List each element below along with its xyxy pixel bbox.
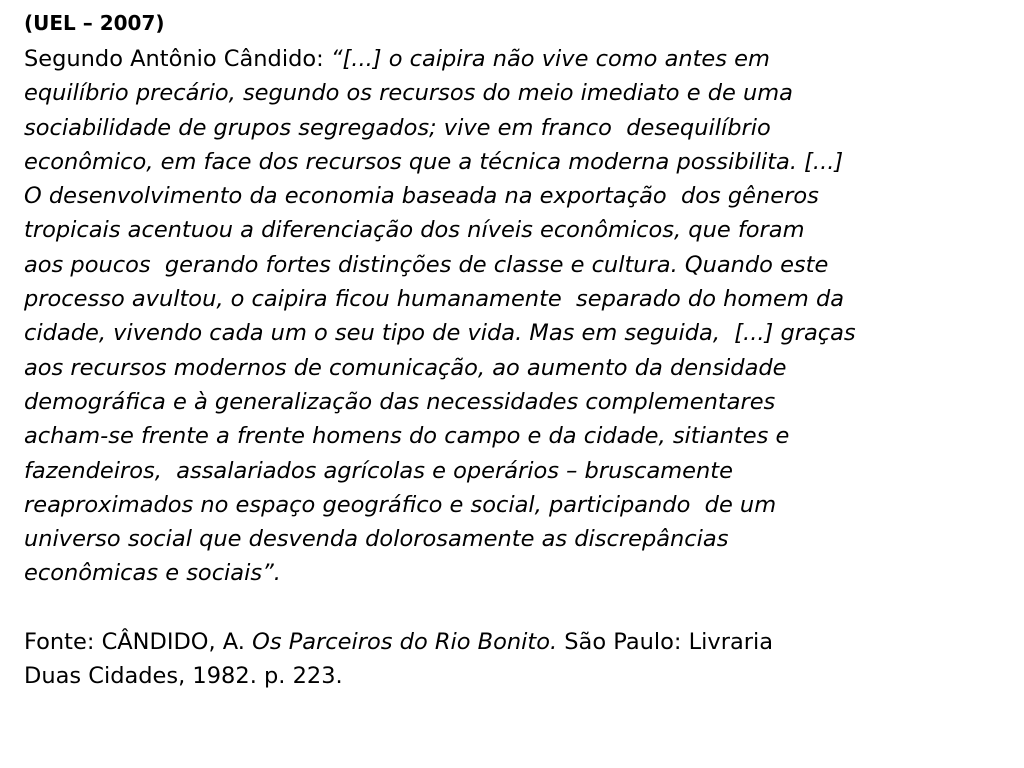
quote-text-line: universo social que desvenda dolorosamente as discrepâncias [24,526,729,553]
quote-intro: Segundo Antônio Cândido: [24,46,331,72]
paragraph-gap [24,591,1014,625]
quote-text-line: tropicais acentuou a diferenciação dos níveis econômicos, que foram [24,217,805,244]
quote-text-line: aos poucos gerando fortes distinções de classe e cultura. Quando este [24,251,829,278]
quote-text-line: sociabilidade de grupos segregados; vive em franco desequilíbrio [24,114,771,141]
quote-text-line: econômicas e sociais”. [24,560,281,587]
quote-text-line: reaproximados no espaço geográfico e social, participando de um [24,491,777,518]
source-suffix: São Paulo: Livraria [557,629,774,656]
quote-text-line: processo avultou, o caipira ficou humanamente separado do homem da [24,286,845,313]
text-body [24,42,1014,694]
quote-text-line: cidade, vivendo cada um o seu tipo de vida. Mas em seguida, [...] graças [24,320,856,347]
quote-text-line: aos recursos modernos de comunicação, ao aumento da densidade [24,354,787,381]
quote-text-line: fazendeiros, assalariados agrícolas e operários – bruscamente [24,457,733,484]
question-header: (UEL – 2007) [24,11,165,35]
source-line-1 [24,625,1014,659]
source-book-title: Os Parceiros do Rio Bonito. [252,629,558,656]
quote-line-1 [24,42,1014,76]
source-line-2: Duas Cidades, 1982. p. 223. [24,663,343,690]
quote-text-line: O desenvolvimento da economia baseada na exportação dos gêneros [24,183,819,210]
quote-text-line: equilíbrio precário, segundo os recursos do meio imediato e de uma [24,80,793,107]
quote-text-line: econômico, em face dos recursos que a técnica moderna possibilita. [...] [24,148,844,175]
source-prefix: Fonte: CÂNDIDO, A. [24,629,253,656]
quote-text-line: demográfica e à generalização das necessidades complementares [24,388,776,415]
quote-text-line: “[...] o caipira não vive como antes em [330,46,770,72]
quote-text-line: acham-se frente a frente homens do campo e da cidade, sitiantes e [24,423,790,450]
